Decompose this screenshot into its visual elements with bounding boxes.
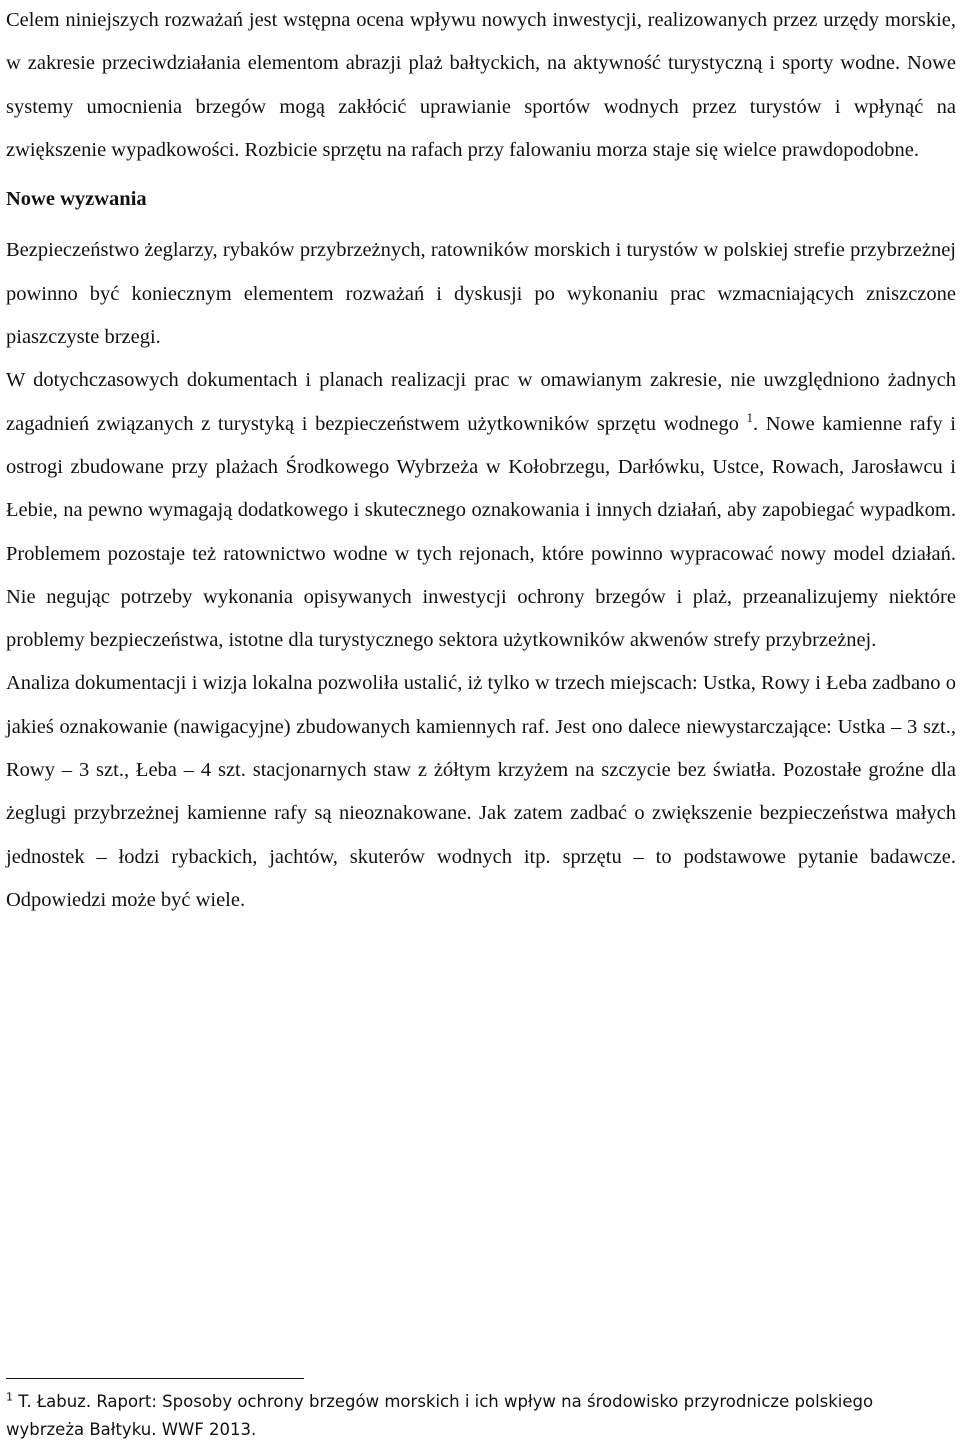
documents-paragraph: [6, 359, 956, 662]
footnote-reference[interactable]: 1: [746, 409, 753, 425]
documents-paragraph-end: . Nowe kamienne rafy i ostrogi zbudowane przy plażach Środkowego Wybrzeża w Kołobrzegu, Darłówku, Ustce, Rowach, Jarosławcu i Łebie, na pewno wymagają dodatkowego i skutecznego oznakowania i innych działań, aby zapobiegać wypadkom. Problemem pozostaje też ratownictwo wodne w tych rejonach, które powinno wypracować nowy model działań. Nie negując potrzeby wykonania opisywanych inwestycji ochrony brzegów i plaż, przeanalizujemy niektóre problemy bezpieczeństwa, istotne dla turystycznego sektora użytkowników akwenów strefy przybrzeżnej.: [6, 412, 957, 652]
footnote: [6, 1388, 956, 1444]
section-heading: Nowe wyzwania: [6, 188, 147, 211]
safety-paragraph: Bezpieczeństwo żeglarzy, rybaków przybrzeżnych, ratowników morskich i turystów w polskiej strefie przybrzeżnej powinno być koniecznym elementem rozważań i dyskusji po wykonaniu prac wzmacniających zniszczone piaszczyste brzegi.: [6, 239, 956, 349]
documents-paragraph-start: W dotychczasowych dokumentach i planach realizacji prac w omawianym zakresie, nie uwzględniono żadnych zagadnień związanych z turystyką i bezpieczeństwem użytkowników sprzętu wodnego: [6, 369, 956, 435]
analysis-paragraph: Analiza dokumentacji i wizja lokalna pozwoliła ustalić, iż tylko w trzech miejscach: Ustka, Rowy i Łeba zadbano o jakieś oznakowanie (nawigacyjne) zbudowanych kamiennych raf. Jest ono dalece niewystarczające: Ustka – 3 szt., Rowy – 3 szt., Łeba – 4 szt. stacjonarnych staw z żółtym krzyżem na szczycie bez światła. Pozostałe groźne dla żeglugi przybrzeżnej kamienne rafy są nieoznakowane. Jak zatem zadbać o zwiększenie bezpieczeństwa małych jednostek – łodzi rybackich, jachtów, skuterów wodnych itp. sprzętu – to podstawowe pytanie badawcze. Odpowiedzi może być wiele.: [6, 672, 956, 911]
footnote-number: 1: [6, 1390, 13, 1404]
footnote-separator: [6, 1378, 304, 1379]
intro-paragraph: Celem niniejszych rozważań jest wstępna ocena wpływu nowych inwestycji, realizowanych przez urzędy morskie, w zakresie przeciwdziałania elementom abrazji plaż bałtyckich, na aktywność turystyczną i sporty wodne. Nowe systemy umocnienia brzegów mogą zakłócić uprawianie sportów wodnych przez turystów i wpłynąć na zwiększenie wypadkowości. Rozbicie sprzętu na rafach przy falowaniu morza staje się wielce prawdopodobne.: [6, 9, 956, 161]
footnote-text: T. Łabuz. Raport: Sposoby ochrony brzegów morskich i ich wpływ na środowisko przyrodnicze polskiego wybrzeża Bałtyku. WWF 2013.: [6, 1392, 874, 1439]
document-page: [6, 0, 956, 922]
